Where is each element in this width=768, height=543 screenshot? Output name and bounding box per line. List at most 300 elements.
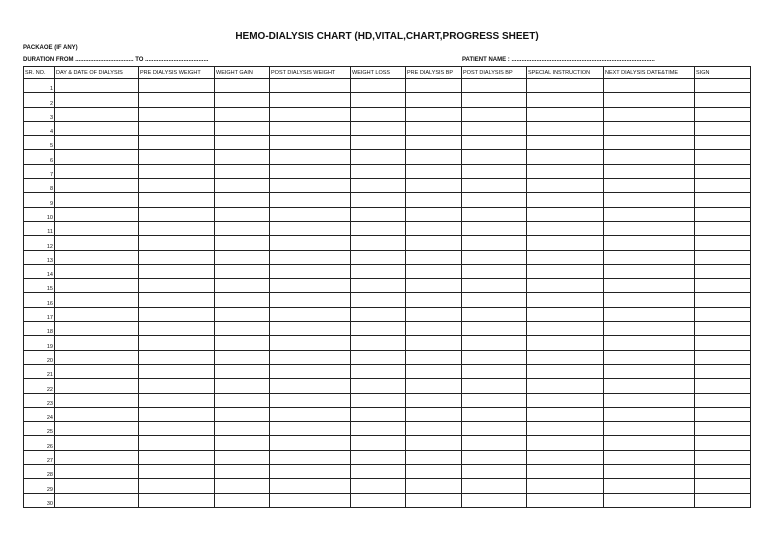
table-cell[interactable] (215, 364, 270, 378)
table-cell[interactable] (215, 236, 270, 250)
table-cell[interactable] (139, 336, 215, 350)
table-cell[interactable] (139, 250, 215, 264)
table-cell[interactable] (604, 207, 695, 221)
table-cell[interactable] (527, 207, 604, 221)
table-cell[interactable] (527, 279, 604, 293)
table-cell[interactable] (695, 422, 751, 436)
table-cell[interactable] (139, 465, 215, 479)
table-cell[interactable] (462, 279, 527, 293)
table-cell[interactable] (462, 450, 527, 464)
table-cell[interactable] (351, 136, 406, 150)
table-cell[interactable] (270, 322, 351, 336)
table-cell[interactable] (462, 393, 527, 407)
table-cell[interactable] (462, 193, 527, 207)
table-cell[interactable] (55, 264, 139, 278)
table-cell[interactable] (462, 179, 527, 193)
table-cell[interactable] (695, 236, 751, 250)
table-cell[interactable] (695, 207, 751, 221)
table-cell[interactable] (604, 479, 695, 493)
table-cell[interactable] (139, 236, 215, 250)
table-cell[interactable] (462, 164, 527, 178)
table-cell[interactable] (462, 207, 527, 221)
table-cell[interactable] (406, 493, 462, 507)
table-cell[interactable] (270, 350, 351, 364)
table-cell[interactable] (270, 336, 351, 350)
table-cell[interactable] (406, 379, 462, 393)
table-cell[interactable] (139, 93, 215, 107)
table-cell[interactable] (139, 436, 215, 450)
table-cell[interactable] (695, 393, 751, 407)
table-cell[interactable] (215, 136, 270, 150)
table-cell[interactable] (527, 407, 604, 421)
table-cell[interactable] (139, 407, 215, 421)
table-cell[interactable] (406, 393, 462, 407)
table-cell[interactable] (55, 393, 139, 407)
table-cell[interactable] (270, 121, 351, 135)
table-cell[interactable] (270, 450, 351, 464)
table-cell[interactable] (462, 479, 527, 493)
table-cell[interactable] (55, 79, 139, 93)
table-cell[interactable] (604, 221, 695, 235)
table-cell[interactable] (351, 279, 406, 293)
table-cell[interactable] (55, 93, 139, 107)
table-cell[interactable] (139, 164, 215, 178)
table-cell[interactable] (215, 350, 270, 364)
table-cell[interactable] (139, 393, 215, 407)
table-cell[interactable] (527, 465, 604, 479)
table-cell[interactable] (695, 336, 751, 350)
table-cell[interactable] (55, 436, 139, 450)
table-cell[interactable] (215, 150, 270, 164)
table-cell[interactable] (270, 479, 351, 493)
table-cell[interactable] (270, 79, 351, 93)
table-cell[interactable] (695, 436, 751, 450)
table-cell[interactable] (527, 293, 604, 307)
table-cell[interactable] (527, 393, 604, 407)
table-cell[interactable] (139, 307, 215, 321)
table-cell[interactable] (270, 422, 351, 436)
table-cell[interactable] (270, 379, 351, 393)
table-cell[interactable] (695, 465, 751, 479)
table-cell[interactable] (139, 364, 215, 378)
table-cell[interactable] (695, 107, 751, 121)
table-cell[interactable] (406, 150, 462, 164)
table-cell[interactable] (139, 193, 215, 207)
table-cell[interactable] (351, 264, 406, 278)
table-cell[interactable] (462, 236, 527, 250)
table-cell[interactable] (215, 407, 270, 421)
table-cell[interactable] (215, 336, 270, 350)
table-cell[interactable] (406, 164, 462, 178)
table-cell[interactable] (527, 264, 604, 278)
table-cell[interactable] (215, 250, 270, 264)
table-cell[interactable] (604, 436, 695, 450)
table-cell[interactable] (55, 422, 139, 436)
table-cell[interactable] (215, 393, 270, 407)
table-cell[interactable] (55, 236, 139, 250)
table-cell[interactable] (462, 250, 527, 264)
table-cell[interactable] (527, 136, 604, 150)
table-cell[interactable] (351, 379, 406, 393)
table-cell[interactable] (55, 150, 139, 164)
table-cell[interactable] (270, 164, 351, 178)
table-cell[interactable] (406, 322, 462, 336)
table-cell[interactable] (406, 79, 462, 93)
table-cell[interactable] (604, 322, 695, 336)
table-cell[interactable] (406, 107, 462, 121)
table-cell[interactable] (527, 307, 604, 321)
table-cell[interactable] (604, 79, 695, 93)
table-cell[interactable] (604, 450, 695, 464)
table-cell[interactable] (215, 179, 270, 193)
table-cell[interactable] (139, 264, 215, 278)
table-cell[interactable] (695, 493, 751, 507)
table-cell[interactable] (55, 364, 139, 378)
table-cell[interactable] (462, 150, 527, 164)
table-cell[interactable] (604, 350, 695, 364)
table-cell[interactable] (270, 221, 351, 235)
table-cell[interactable] (406, 436, 462, 450)
table-cell[interactable] (527, 79, 604, 93)
table-cell[interactable] (351, 164, 406, 178)
table-cell[interactable] (270, 136, 351, 150)
table-cell[interactable] (695, 379, 751, 393)
table-cell[interactable] (527, 436, 604, 450)
table-cell[interactable] (55, 250, 139, 264)
table-cell[interactable] (270, 93, 351, 107)
table-cell[interactable] (604, 121, 695, 135)
table-cell[interactable] (351, 364, 406, 378)
table-cell[interactable] (604, 179, 695, 193)
table-cell[interactable] (139, 207, 215, 221)
table-cell[interactable] (695, 136, 751, 150)
table-cell[interactable] (55, 164, 139, 178)
table-cell[interactable] (351, 250, 406, 264)
table-cell[interactable] (695, 193, 751, 207)
table-cell[interactable] (55, 336, 139, 350)
table-cell[interactable] (270, 250, 351, 264)
table-cell[interactable] (527, 322, 604, 336)
table-cell[interactable] (351, 336, 406, 350)
table-cell[interactable] (406, 279, 462, 293)
table-cell[interactable] (695, 350, 751, 364)
table-cell[interactable] (527, 164, 604, 178)
table-cell[interactable] (527, 250, 604, 264)
table-cell[interactable] (604, 293, 695, 307)
table-cell[interactable] (462, 322, 527, 336)
table-cell[interactable] (406, 293, 462, 307)
table-cell[interactable] (462, 79, 527, 93)
table-cell[interactable] (139, 179, 215, 193)
table-cell[interactable] (695, 221, 751, 235)
table-cell[interactable] (55, 107, 139, 121)
table-cell[interactable] (527, 236, 604, 250)
table-cell[interactable] (527, 379, 604, 393)
table-cell[interactable] (55, 379, 139, 393)
table-cell[interactable] (351, 293, 406, 307)
table-cell[interactable] (55, 279, 139, 293)
table-cell[interactable] (139, 121, 215, 135)
table-cell[interactable] (462, 264, 527, 278)
table-cell[interactable] (462, 107, 527, 121)
table-cell[interactable] (55, 221, 139, 235)
table-cell[interactable] (351, 436, 406, 450)
table-cell[interactable] (462, 407, 527, 421)
table-cell[interactable] (55, 450, 139, 464)
table-cell[interactable] (55, 465, 139, 479)
table-cell[interactable] (215, 121, 270, 135)
table-cell[interactable] (527, 193, 604, 207)
table-cell[interactable] (215, 93, 270, 107)
table-cell[interactable] (406, 193, 462, 207)
table-cell[interactable] (604, 393, 695, 407)
table-cell[interactable] (351, 493, 406, 507)
table-cell[interactable] (695, 322, 751, 336)
table-cell[interactable] (695, 479, 751, 493)
table-cell[interactable] (604, 150, 695, 164)
table-cell[interactable] (604, 164, 695, 178)
table-cell[interactable] (215, 221, 270, 235)
table-cell[interactable] (604, 93, 695, 107)
table-cell[interactable] (604, 422, 695, 436)
table-cell[interactable] (695, 79, 751, 93)
table-cell[interactable] (55, 322, 139, 336)
table-cell[interactable] (695, 264, 751, 278)
table-cell[interactable] (462, 465, 527, 479)
table-cell[interactable] (351, 350, 406, 364)
table-cell[interactable] (406, 479, 462, 493)
table-cell[interactable] (139, 107, 215, 121)
table-cell[interactable] (351, 107, 406, 121)
table-cell[interactable] (215, 164, 270, 178)
table-cell[interactable] (270, 279, 351, 293)
table-cell[interactable] (351, 150, 406, 164)
table-cell[interactable] (270, 264, 351, 278)
table-cell[interactable] (462, 350, 527, 364)
table-cell[interactable] (527, 107, 604, 121)
table-cell[interactable] (406, 407, 462, 421)
table-cell[interactable] (215, 107, 270, 121)
table-cell[interactable] (270, 150, 351, 164)
table-cell[interactable] (351, 79, 406, 93)
table-cell[interactable] (406, 422, 462, 436)
table-cell[interactable] (270, 407, 351, 421)
table-cell[interactable] (406, 450, 462, 464)
table-cell[interactable] (527, 121, 604, 135)
table-cell[interactable] (527, 93, 604, 107)
table-cell[interactable] (270, 193, 351, 207)
table-cell[interactable] (406, 264, 462, 278)
table-cell[interactable] (270, 364, 351, 378)
table-cell[interactable] (462, 93, 527, 107)
table-cell[interactable] (139, 221, 215, 235)
table-cell[interactable] (462, 436, 527, 450)
table-cell[interactable] (695, 279, 751, 293)
table-cell[interactable] (139, 79, 215, 93)
table-cell[interactable] (139, 150, 215, 164)
table-cell[interactable] (406, 336, 462, 350)
table-cell[interactable] (527, 150, 604, 164)
table-cell[interactable] (604, 379, 695, 393)
table-cell[interactable] (462, 493, 527, 507)
table-cell[interactable] (270, 293, 351, 307)
table-cell[interactable] (695, 150, 751, 164)
table-cell[interactable] (351, 450, 406, 464)
table-cell[interactable] (215, 79, 270, 93)
table-cell[interactable] (604, 493, 695, 507)
table-cell[interactable] (270, 465, 351, 479)
table-cell[interactable] (351, 221, 406, 235)
table-cell[interactable] (695, 407, 751, 421)
table-cell[interactable] (527, 179, 604, 193)
table-cell[interactable] (55, 307, 139, 321)
table-cell[interactable] (215, 436, 270, 450)
table-cell[interactable] (55, 179, 139, 193)
table-cell[interactable] (351, 422, 406, 436)
table-cell[interactable] (406, 364, 462, 378)
table-cell[interactable] (215, 422, 270, 436)
table-cell[interactable] (604, 107, 695, 121)
table-cell[interactable] (604, 307, 695, 321)
table-cell[interactable] (55, 207, 139, 221)
table-cell[interactable] (351, 307, 406, 321)
table-cell[interactable] (215, 379, 270, 393)
table-cell[interactable] (462, 307, 527, 321)
table-cell[interactable] (695, 450, 751, 464)
table-cell[interactable] (55, 121, 139, 135)
table-cell[interactable] (604, 264, 695, 278)
table-cell[interactable] (55, 293, 139, 307)
table-cell[interactable] (604, 250, 695, 264)
table-cell[interactable] (139, 279, 215, 293)
table-cell[interactable] (406, 121, 462, 135)
table-cell[interactable] (55, 493, 139, 507)
table-cell[interactable] (139, 322, 215, 336)
table-cell[interactable] (270, 393, 351, 407)
table-cell[interactable] (55, 193, 139, 207)
table-cell[interactable] (55, 350, 139, 364)
table-cell[interactable] (604, 193, 695, 207)
table-cell[interactable] (695, 250, 751, 264)
table-cell[interactable] (270, 307, 351, 321)
table-cell[interactable] (270, 436, 351, 450)
table-cell[interactable] (215, 465, 270, 479)
table-cell[interactable] (527, 350, 604, 364)
table-cell[interactable] (270, 236, 351, 250)
table-cell[interactable] (406, 350, 462, 364)
table-cell[interactable] (351, 322, 406, 336)
table-cell[interactable] (695, 364, 751, 378)
table-cell[interactable] (406, 207, 462, 221)
table-cell[interactable] (215, 193, 270, 207)
table-cell[interactable] (695, 179, 751, 193)
table-cell[interactable] (139, 350, 215, 364)
table-cell[interactable] (462, 293, 527, 307)
table-cell[interactable] (527, 493, 604, 507)
table-cell[interactable] (604, 465, 695, 479)
table-cell[interactable] (139, 450, 215, 464)
table-cell[interactable] (406, 93, 462, 107)
table-cell[interactable] (215, 264, 270, 278)
table-cell[interactable] (270, 493, 351, 507)
table-cell[interactable] (139, 493, 215, 507)
table-cell[interactable] (604, 336, 695, 350)
table-cell[interactable] (462, 336, 527, 350)
table-cell[interactable] (270, 179, 351, 193)
table-cell[interactable] (604, 407, 695, 421)
table-cell[interactable] (406, 236, 462, 250)
table-cell[interactable] (139, 379, 215, 393)
table-cell[interactable] (527, 450, 604, 464)
table-cell[interactable] (55, 407, 139, 421)
table-cell[interactable] (604, 136, 695, 150)
table-cell[interactable] (215, 279, 270, 293)
table-cell[interactable] (462, 121, 527, 135)
table-cell[interactable] (215, 493, 270, 507)
table-cell[interactable] (55, 136, 139, 150)
table-cell[interactable] (406, 307, 462, 321)
table-cell[interactable] (406, 179, 462, 193)
table-cell[interactable] (527, 221, 604, 235)
table-cell[interactable] (351, 407, 406, 421)
table-cell[interactable] (351, 207, 406, 221)
table-cell[interactable] (351, 236, 406, 250)
table-cell[interactable] (215, 307, 270, 321)
table-cell[interactable] (215, 293, 270, 307)
table-cell[interactable] (139, 136, 215, 150)
table-cell[interactable] (351, 393, 406, 407)
table-cell[interactable] (139, 293, 215, 307)
table-cell[interactable] (604, 279, 695, 293)
table-cell[interactable] (215, 207, 270, 221)
table-cell[interactable] (55, 479, 139, 493)
table-cell[interactable] (270, 107, 351, 121)
table-cell[interactable] (604, 236, 695, 250)
table-cell[interactable] (695, 164, 751, 178)
table-cell[interactable] (462, 364, 527, 378)
table-cell[interactable] (351, 179, 406, 193)
table-cell[interactable] (695, 93, 751, 107)
table-cell[interactable] (695, 293, 751, 307)
table-cell[interactable] (695, 307, 751, 321)
table-cell[interactable] (351, 121, 406, 135)
table-cell[interactable] (462, 221, 527, 235)
table-cell[interactable] (406, 250, 462, 264)
table-cell[interactable] (695, 121, 751, 135)
table-cell[interactable] (351, 193, 406, 207)
table-cell[interactable] (527, 422, 604, 436)
table-cell[interactable] (462, 379, 527, 393)
table-cell[interactable] (527, 479, 604, 493)
table-cell[interactable] (215, 322, 270, 336)
table-cell[interactable] (139, 422, 215, 436)
table-cell[interactable] (139, 479, 215, 493)
table-cell[interactable] (351, 465, 406, 479)
table-cell[interactable] (462, 422, 527, 436)
table-cell[interactable] (215, 479, 270, 493)
table-cell[interactable] (406, 465, 462, 479)
table-cell[interactable] (527, 336, 604, 350)
table-cell[interactable] (462, 136, 527, 150)
table-cell[interactable] (406, 136, 462, 150)
table-cell[interactable] (270, 207, 351, 221)
table-cell[interactable] (527, 364, 604, 378)
table-cell[interactable] (351, 93, 406, 107)
table-cell[interactable] (604, 364, 695, 378)
table-cell[interactable] (351, 479, 406, 493)
table-cell[interactable] (406, 221, 462, 235)
table-cell[interactable] (215, 450, 270, 464)
